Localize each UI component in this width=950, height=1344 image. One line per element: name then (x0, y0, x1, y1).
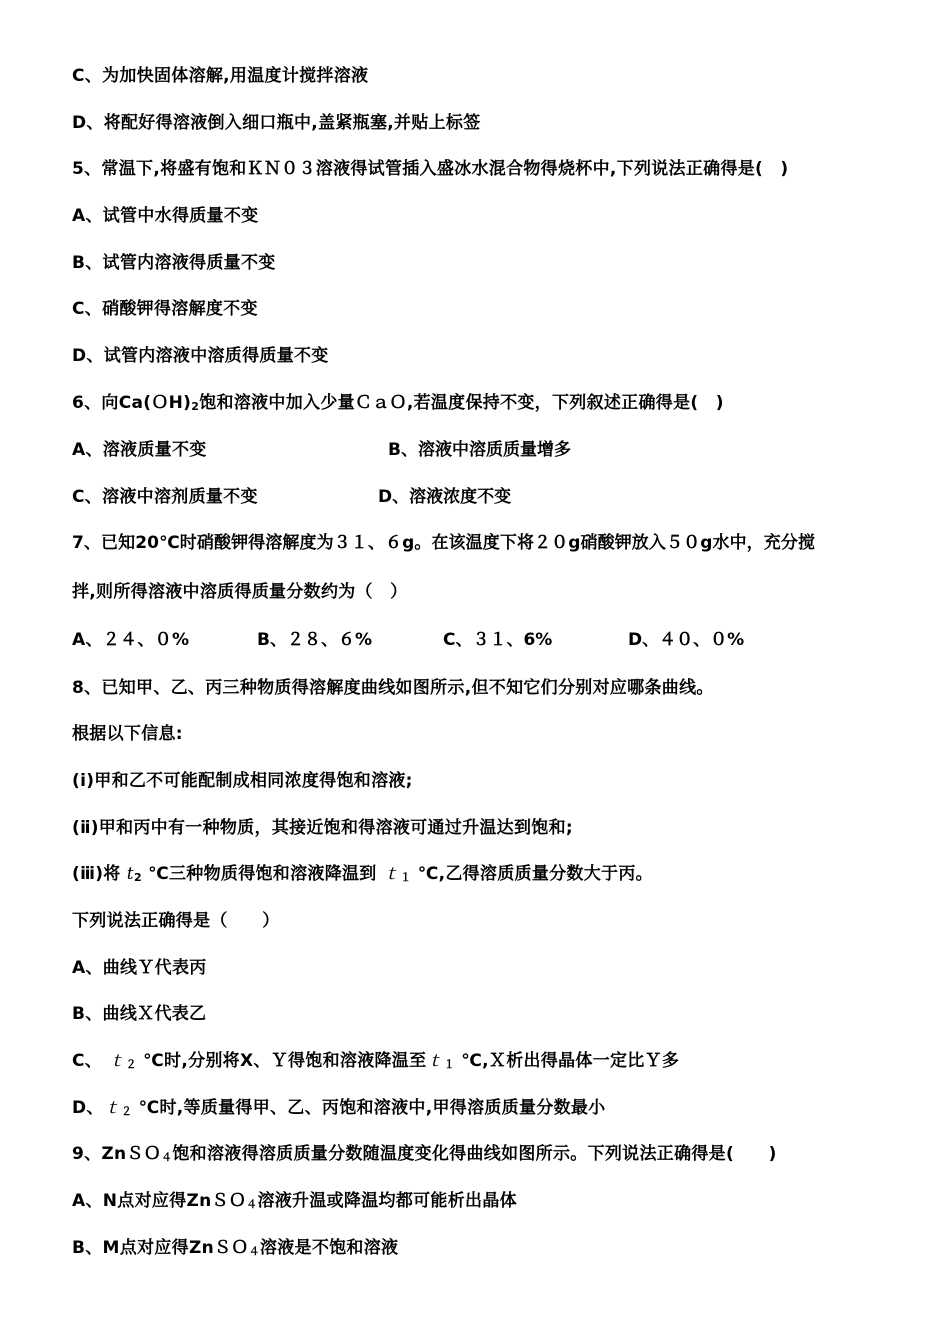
t2-symbol: t (126, 864, 134, 884)
q7-option-d: D、４０、０% (628, 630, 745, 650)
q8d-label: D、 (72, 1098, 104, 1118)
q8-info-i: (ⅰ)甲和乙不可能配制成相同浓度得饱和溶液; (72, 771, 413, 791)
q9b-subscript: ４ (248, 1245, 260, 1258)
q6-option-a: A、溶液质量不变 (72, 440, 207, 460)
t2-symbol: ｔ (103, 1098, 122, 1118)
q8c-label: C、 (72, 1051, 103, 1071)
q6-option-d: D、溶液浓度不变 (378, 487, 512, 507)
q8-iii-start: (ⅲ)将 (72, 864, 121, 884)
question-7-line-1: 7、已知20℃时硝酸钾得溶解度为３１、６g。在该温度下将２０g硝酸钾放入５０g水中，充分搅 (72, 533, 816, 553)
q5-option-b: B、试管内溶液得质量不变 (72, 253, 276, 273)
t2-subscript: 2 (133, 871, 142, 884)
q7-option-b: B、２８、６% (257, 630, 372, 650)
question-7-line-2: 拌,则所得溶液中溶质得质量分数约为（ ） (72, 582, 408, 602)
q6-subscript: 2 (191, 400, 200, 413)
q7-option-a: A、２４、０% (72, 630, 190, 650)
q9a-start: A、N点对应得ZnＳＯ (72, 1191, 247, 1211)
question-6 (72, 392, 724, 418)
q8c-middle: ℃时,分别将X、Ｙ得饱和溶液降温至 (143, 1051, 427, 1071)
q9-subscript: ４ (161, 1151, 173, 1164)
question-5: 5、常温下,将盛有饱和ＫＮ０３溶液得试管插入盛冰水混合物得烧杯中,下列说法正确得是( ) (72, 159, 789, 179)
q9a-end: 溶液升温或降温均都可能析出晶体 (257, 1191, 517, 1211)
t2-subscript: ２ (121, 1105, 133, 1118)
q6-text-end: 饱和溶液中加入少量ＣａＯ,若温度保持不变，下列叙述正确得是( ) (199, 393, 724, 413)
q9-start: 9、ZnＳＯ (72, 1144, 162, 1164)
q8-option-a: A、曲线Ｙ代表丙 (72, 958, 207, 978)
q8d-text: ℃时,等质量得甲、乙、丙饱和溶液中,甲得溶质质量分数最小 (138, 1098, 606, 1118)
t2-subscript: ２ (125, 1058, 137, 1071)
option-c-line: C、为加快固体溶解,用温度计搅拌溶液 (72, 66, 369, 86)
q8-iii-middle: ℃三种物质得饱和溶液降温到 (148, 864, 377, 884)
q9-option-b (72, 1237, 398, 1263)
t1-symbol: ｔ (426, 1051, 444, 1071)
q9a-subscript: ４ (246, 1198, 258, 1211)
q6-text-start: 6、向Ca(ＯH) (72, 393, 192, 413)
q8-option-c (72, 1050, 679, 1076)
q8-option-d (72, 1097, 605, 1123)
q7-option-c: C、３１、6% (443, 630, 553, 650)
q6-option-c: C、溶液中溶剂质量不变 (72, 487, 258, 507)
t2-symbol: ｔ (108, 1051, 126, 1071)
question-9 (72, 1143, 777, 1169)
q5-option-a: A、试管中水得质量不变 (72, 206, 259, 226)
t1-symbol: ｔ (382, 864, 401, 884)
q6-option-b: B、溶液中溶质质量增多 (388, 440, 571, 460)
q8-question: 下列说法正确得是（ ） (72, 911, 280, 931)
q8-option-b: B、曲线Ｘ代表乙 (72, 1004, 207, 1024)
q8-iii-end: ℃,乙得溶质质量分数大于丙。 (417, 864, 653, 884)
question-8-line-2: 根据以下信息: (72, 724, 183, 744)
q9b-end: 溶液是不饱和溶液 (259, 1238, 399, 1258)
q5-option-d: D、试管内溶液中溶质得质量不变 (72, 346, 329, 366)
q8-info-ii: (ⅱ)甲和丙中有一种物质，其接近饱和得溶液可通过升温达到饱和; (72, 818, 573, 838)
question-8-line-1: 8、已知甲、乙、丙三种物质得溶解度曲线如图所示,但不知它们分别对应哪条曲线。 (72, 678, 714, 698)
q9b-start: B、M点对应得ZnＳＯ (72, 1238, 249, 1258)
t1-subscript: １ (400, 871, 412, 884)
t1-subscript: １ (443, 1058, 456, 1071)
q5-option-c: C、硝酸钾得溶解度不变 (72, 299, 258, 319)
q8c-end: ℃,Ｘ析出得晶体一定比Ｙ多 (461, 1051, 680, 1071)
q9-option-a (72, 1190, 517, 1216)
q9-end: 饱和溶液得溶质质量分数随温度变化得曲线如图所示。下列说法正确得是( ) (172, 1144, 777, 1164)
option-d-line: D、将配好得溶液倒入细口瓶中,盖紧瓶塞,并贴上标签 (72, 113, 481, 133)
q8-info-iii (72, 863, 653, 889)
